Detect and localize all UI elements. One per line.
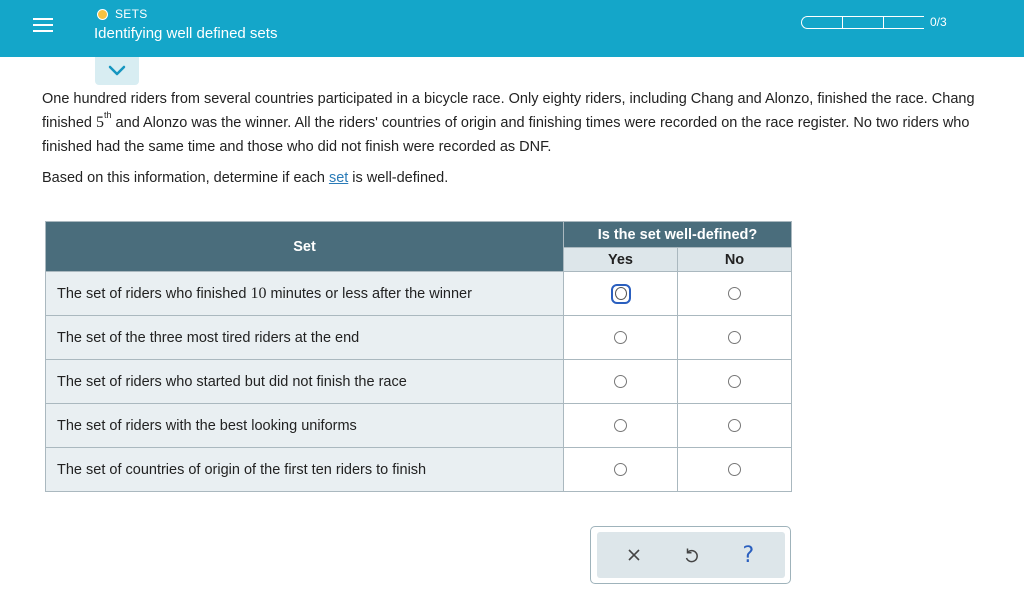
table-row [46,448,792,492]
yes-cell [564,360,678,404]
yes-cell [564,272,678,316]
statement-text: The set of riders who started but did not finish the race [57,373,407,390]
yes-cell [564,316,678,360]
no-cell [678,404,792,448]
set-statement [46,360,564,404]
table-row [46,316,792,360]
table-row [46,272,792,316]
menu-icon[interactable] [28,12,58,38]
no-cell [678,360,792,404]
progress-indicator [801,15,947,29]
topic-label: SETS [115,7,148,21]
yes-radio[interactable] [614,463,627,476]
no-radio[interactable] [728,463,741,476]
problem-text-2: and Alonzo was the winner. All the riders' countries of origin and finishing times were recorded on the race register. No two riders who finished had the same time and those who did not finish were recorded as DNF. [42,115,970,155]
progress-segment [883,16,924,29]
page-title: Identifying well defined sets [94,25,278,42]
set-statement [46,448,564,492]
help-icon: ? [742,542,755,568]
yes-column-header: Yes [564,248,678,272]
statement-text: minutes or less after the winner [266,285,472,302]
instruction-before: Based on this information, determine if each [42,170,329,186]
instruction [42,167,448,189]
top-bar [0,0,1024,57]
yes-cell [564,404,678,448]
set-definition-link[interactable]: set [328,170,349,186]
statement-text: The set of the three most tired riders at the end [57,329,360,346]
place-number: 5 [96,114,105,131]
topic-status-dot [97,9,108,20]
problem-text-1: One hundred riders from several countries participated in a bicycle race. Only eighty riders, including Chang and Alonzo, finished the race. Chang finished [42,91,975,131]
set-statement [46,272,564,316]
undo-button[interactable] [671,537,711,573]
instruction-after: is well-defined. [348,170,449,186]
statement-text: The set of riders with the best looking uniforms [57,417,357,434]
no-radio[interactable] [728,375,741,388]
no-cell [678,272,792,316]
statement-text: The set of countries of origin of the first ten riders to finish [57,461,427,478]
no-radio[interactable] [728,419,741,432]
undo-icon [682,546,700,564]
yes-radio[interactable] [611,284,631,304]
progress-count: 0/3 [930,15,947,29]
help-button[interactable] [728,537,768,573]
no-radio[interactable] [728,331,741,344]
statement-number: 10 [250,284,267,302]
collapse-toggle[interactable] [95,57,139,85]
no-cell [678,448,792,492]
close-icon [626,547,642,563]
progress-segment [842,16,883,29]
question-column-header: Is the set well-defined? [564,222,792,248]
no-radio[interactable] [728,287,741,300]
yes-radio[interactable] [614,419,627,432]
answer-table [45,221,792,492]
statement-text: The set of riders who finished [57,285,251,302]
set-statement [46,316,564,360]
place-suffix: th [104,110,112,120]
clear-button[interactable] [614,537,654,573]
table-row [46,360,792,404]
chevron-down-icon [108,65,126,77]
set-statement [46,404,564,448]
table-row [46,404,792,448]
no-column-header: No [678,248,792,272]
set-column-header: Set [46,222,564,272]
progress-segment [801,16,842,29]
yes-radio[interactable] [614,375,627,388]
topic-row [97,7,148,21]
yes-radio[interactable] [614,331,627,344]
problem-statement [42,87,1017,159]
yes-cell [564,448,678,492]
no-cell [678,316,792,360]
action-buttons [597,532,785,578]
